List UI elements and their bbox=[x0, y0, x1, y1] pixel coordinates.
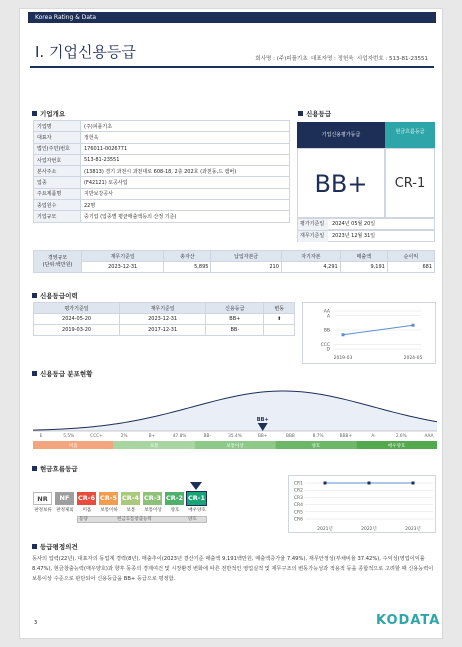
x-tick-label: 2021년 bbox=[317, 527, 333, 532]
cashflow-grade-label: 판정보류 bbox=[34, 508, 52, 513]
overview-key: 대표자 bbox=[34, 132, 81, 143]
fin-header: 순이익 bbox=[387, 251, 434, 262]
cashflow-grade-box: NR bbox=[33, 492, 52, 505]
opinion-text: 동사의 업력(22년), 대표자의 동업계 경력(8년), 매출추이(2023년 결산기준 매출액 9,191백만원, 매출액증가율 7.49%), 재무안정성(부채비율 37.42%), 수익성(영업이익률 8.47%), 현금창출능력(매우양호)과 향후 동종의 경제여건 및 시장환경 변화에 따른 전반적인 영업실적 및 재무구조의 변동가능성과 적용적 등을 종합적으로 고려할 때 신용능력이 보통이상 수준으로 판단되어 신용등급을 BB+ 등급으로 평정함. bbox=[32, 556, 434, 582]
distribution-area bbox=[33, 391, 437, 431]
overview-row bbox=[34, 121, 290, 132]
y-tick-label: CR3 bbox=[293, 495, 303, 501]
opinion-title: 등급평정의견 bbox=[40, 543, 78, 551]
x-tick-label: 35.4% bbox=[228, 434, 242, 439]
fin-value: 5,895 bbox=[164, 262, 211, 273]
cashflow-grade-label: 보통이하 bbox=[100, 508, 118, 513]
cashflow-chart-box bbox=[288, 475, 436, 533]
overview-row bbox=[34, 200, 290, 211]
cashflow-title: 현금흐름등급 bbox=[40, 465, 78, 473]
bizno: 513-81-23551 bbox=[389, 56, 428, 62]
cash-grade-value: CR-1 bbox=[385, 148, 435, 218]
overview-title: 기업개요 bbox=[40, 110, 66, 118]
x-tick-label: 47.8% bbox=[172, 434, 187, 439]
overview-key: 주요제품명 bbox=[34, 188, 81, 199]
page-title: I. 기업신용등급 bbox=[35, 43, 136, 61]
credit-title: 신용등급 bbox=[306, 110, 332, 118]
top-bar: Korea Rating & Data bbox=[28, 12, 436, 23]
eval-date-label: 평가기준일 bbox=[298, 219, 328, 230]
overview-key: 사업자번호 bbox=[34, 154, 81, 165]
cashflow-scale bbox=[33, 476, 283, 536]
y-tick-label: CR2 bbox=[293, 488, 303, 494]
x-tick-label: 2023년 bbox=[405, 527, 421, 532]
fin-value: 2023-12-31 bbox=[82, 262, 164, 273]
data-point bbox=[412, 482, 415, 485]
y-tick-label: CR6 bbox=[293, 517, 303, 523]
bullet-icon bbox=[32, 371, 37, 376]
cashflow-grade-box: CR-4 bbox=[121, 492, 140, 505]
x-tick-label: 5.5% bbox=[63, 434, 75, 439]
overview-row bbox=[34, 132, 290, 143]
overview-value: (주)피플기초 bbox=[81, 121, 290, 132]
cashflow-grade-label: 보통이상 bbox=[144, 508, 162, 513]
cashflow-grade-box: CR-3 bbox=[143, 492, 162, 505]
history-cell: 2017-12-31 bbox=[120, 325, 206, 336]
page-number: 3 bbox=[34, 620, 38, 626]
overview-row bbox=[34, 177, 290, 188]
x-tick-label: 2.6% bbox=[395, 434, 407, 439]
bizno-label: 사업자번호 : bbox=[357, 56, 390, 62]
history-chart bbox=[303, 303, 437, 365]
overview-key: 법인(주민)번호 bbox=[34, 143, 81, 154]
x-tick-label: B+ bbox=[148, 434, 156, 439]
history-header: 재무기준일 bbox=[120, 303, 206, 314]
credit-heading bbox=[298, 109, 331, 118]
overview-key: 기업규모 bbox=[34, 211, 81, 222]
bullet-icon bbox=[32, 293, 37, 298]
y-tick-label: CCC bbox=[320, 342, 330, 348]
x-tick-label: BBB bbox=[286, 434, 295, 439]
cashflow-scale-right: 양호 bbox=[188, 517, 197, 522]
fin-date: 2023년 12월 31일 bbox=[332, 233, 376, 239]
data-point bbox=[368, 482, 371, 485]
history-cell bbox=[264, 325, 295, 336]
x-tick-label: 2022년 bbox=[361, 527, 377, 532]
history-cell: 2023-12-31 bbox=[120, 314, 206, 325]
cashflow-grade-label: 보통 bbox=[126, 508, 136, 513]
cashflow-grade-box: CR-2 bbox=[165, 492, 184, 505]
up-arrow-icon: ⬆ bbox=[264, 314, 295, 325]
overview-table bbox=[33, 120, 290, 223]
title-rule bbox=[30, 66, 434, 68]
cashflow-heading bbox=[32, 464, 78, 473]
fin-value: 210 bbox=[211, 262, 281, 273]
y-tick-label: A bbox=[326, 314, 330, 320]
distribution-title: 신용등급 분포현황 bbox=[40, 370, 93, 378]
eval-date: 2024년 05월 20일 bbox=[332, 221, 376, 227]
overview-key: 본사주소 bbox=[34, 166, 81, 177]
fin-header: 자기자본 bbox=[281, 251, 340, 262]
credit-box bbox=[297, 122, 435, 242]
history-cell: BB+ bbox=[206, 314, 264, 325]
overview-value: 176011-0026771 bbox=[81, 143, 290, 154]
band-label: 미흡 bbox=[69, 443, 78, 449]
overview-row bbox=[34, 211, 290, 222]
cashflow-grade-label: 양호 bbox=[170, 508, 180, 513]
credit-grade-value: BB+ bbox=[297, 148, 385, 218]
marker-label: BB+ bbox=[256, 417, 269, 423]
cashflow-grade-box: CR-6 bbox=[77, 492, 96, 505]
fin-value: 9,191 bbox=[340, 262, 387, 273]
fin-header: 총자산 bbox=[164, 251, 211, 262]
cashflow-grade-box: CR-5 bbox=[99, 492, 118, 505]
fin-date-row bbox=[297, 230, 435, 242]
cashflow-grade-label: 매우양호 bbox=[188, 508, 206, 513]
overview-key: 업종 bbox=[34, 177, 81, 188]
overview-row bbox=[34, 143, 290, 154]
fin-header: 재무기준일 bbox=[82, 251, 164, 262]
overview-value: 중기업 (업종별 평균매출액등의 산정 기준) bbox=[81, 211, 290, 222]
x-tick-label: 2024-05 bbox=[403, 356, 423, 361]
overview-value: 지반보강공사 bbox=[81, 188, 290, 199]
overview-row bbox=[34, 166, 290, 177]
cashflow-grade-box: CR-1 bbox=[187, 492, 206, 505]
x-tick-label: BBB+ bbox=[339, 434, 353, 439]
y-tick-label: CR4 bbox=[293, 503, 303, 509]
history-header: 변동 bbox=[264, 303, 295, 314]
fin-table bbox=[33, 250, 435, 273]
y-tick-label: BB bbox=[323, 328, 330, 334]
overview-key: 종업원수 bbox=[34, 200, 81, 211]
fin-header: 매출액 bbox=[340, 251, 387, 262]
fin-value: 4,291 bbox=[281, 262, 340, 273]
credit-grade-label: 기업신용평가등급 bbox=[297, 122, 385, 148]
data-point bbox=[324, 482, 327, 485]
cashflow-marker-icon bbox=[190, 482, 202, 490]
header-info bbox=[255, 54, 428, 62]
history-heading bbox=[32, 291, 78, 300]
x-tick-label: 2% bbox=[120, 434, 128, 439]
fin-date-label: 재무기준일 bbox=[298, 231, 328, 242]
overview-value: 정헌욱 bbox=[81, 132, 290, 143]
overview-value: (13813) 경기 과천시 과천대로 608-18, 2층 202호 (과천동,드 캠버) bbox=[81, 166, 290, 177]
cashflow-chart bbox=[289, 476, 437, 534]
history-header: 평가기준일 bbox=[34, 303, 120, 314]
company-label: 회사명 : bbox=[255, 56, 277, 62]
distribution-chart bbox=[33, 377, 437, 455]
y-tick-label: AA bbox=[323, 309, 330, 315]
ceo-name: 정헌욱 bbox=[337, 56, 354, 62]
cashflow-scale-mid: 현금흐름창출능력 bbox=[117, 517, 152, 522]
kodata-logo: KODATA bbox=[376, 613, 441, 628]
overview-row bbox=[34, 154, 290, 165]
fin-header: 납입자본금 bbox=[211, 251, 281, 262]
history-header: 신용등급 bbox=[206, 303, 264, 314]
history-cell: 2019-03-20 bbox=[34, 325, 120, 336]
opinion-heading bbox=[32, 542, 78, 551]
history-cell: 2024-05-20 bbox=[34, 314, 120, 325]
band-label: 보통이상 bbox=[226, 443, 244, 449]
history-table bbox=[33, 302, 295, 336]
fin-value: 681 bbox=[387, 262, 434, 273]
cash-grade-label: 현금흐름등급 bbox=[385, 122, 435, 148]
company-name: (주)피플기초 bbox=[276, 56, 308, 62]
history-chart-box bbox=[302, 302, 436, 364]
x-tick-label: BB+ bbox=[257, 434, 268, 439]
overview-row bbox=[34, 188, 290, 199]
bullet-icon bbox=[32, 466, 37, 471]
overview-value: 22명 bbox=[81, 200, 290, 211]
overview-value: 513-81-23551 bbox=[81, 154, 290, 165]
fin-unit-label: 경영규모 (단위:백만원) bbox=[34, 251, 82, 273]
cashflow-grade-label: 미흡 bbox=[82, 508, 92, 513]
cashflow-scale-left: 불량 bbox=[79, 517, 88, 522]
data-point bbox=[342, 333, 345, 336]
x-tick-label: 8.7% bbox=[312, 434, 324, 439]
overview-key: 기업명 bbox=[34, 121, 81, 132]
y-tick-label: D bbox=[326, 347, 330, 353]
data-point bbox=[412, 324, 415, 327]
bullet-icon bbox=[32, 544, 37, 549]
x-tick-label: BB- bbox=[203, 434, 212, 439]
cashflow-grade-box: NF bbox=[55, 492, 74, 505]
history-cell: BB- bbox=[206, 325, 264, 336]
bullet-icon bbox=[32, 111, 37, 116]
x-tick-label: AAA bbox=[424, 434, 434, 439]
overview-value: (F42121) 토공사업 bbox=[81, 177, 290, 188]
cashflow-grade-label: 판정제외 bbox=[56, 508, 74, 513]
x-tick-label: A- bbox=[371, 434, 376, 439]
y-tick-label: CR1 bbox=[293, 481, 303, 487]
report-page bbox=[19, 8, 443, 639]
band-label: 양호 bbox=[311, 443, 321, 449]
x-tick-label: 2019-03 bbox=[333, 356, 353, 361]
y-tick-label: CR5 bbox=[293, 510, 303, 516]
overview-heading bbox=[32, 109, 65, 118]
x-tick-label: E bbox=[39, 434, 43, 439]
eval-date-row bbox=[297, 218, 435, 230]
band-label: 보통 bbox=[149, 443, 159, 449]
ceo-label: 대표자명 : bbox=[311, 56, 338, 62]
history-title: 신용등급이력 bbox=[40, 292, 78, 300]
bullet-icon bbox=[298, 111, 303, 116]
x-tick-label: CCC+ bbox=[90, 434, 103, 439]
band-label: 매우양호 bbox=[387, 443, 406, 449]
